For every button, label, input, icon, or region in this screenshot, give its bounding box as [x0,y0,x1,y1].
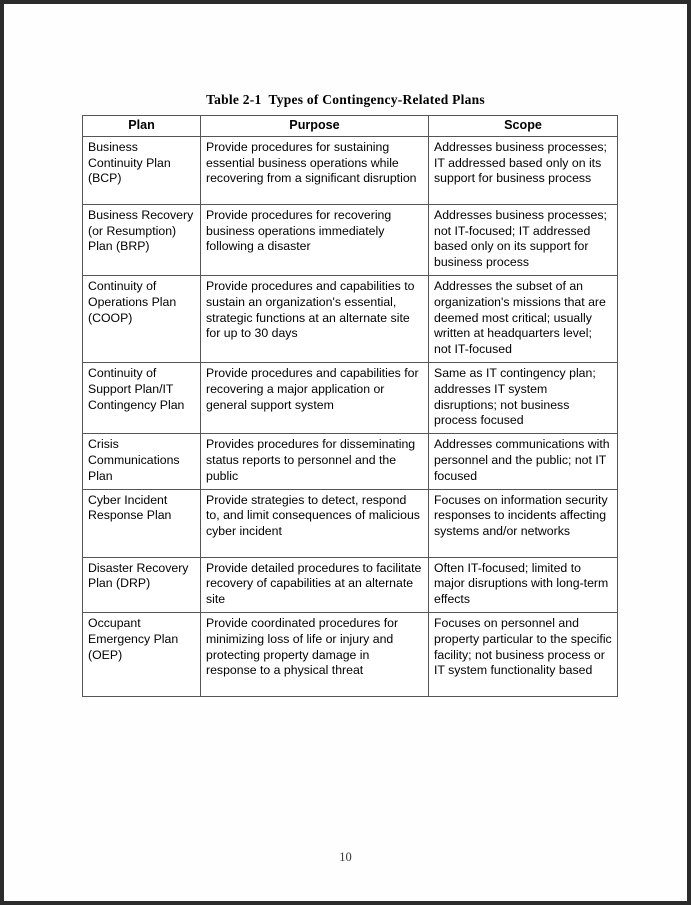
cell-purpose [201,612,429,696]
cell-purpose [201,489,429,557]
plan-scope: Same as IT contingency plan; addresses IT system disruptions; not business process focused [434,365,596,428]
table-row [83,489,618,557]
table-row [83,362,618,433]
plan-scope: Focuses on personnel and property particular to the specific facility; not business process or IT system functionality based [434,615,612,678]
cell-plan [83,204,201,275]
cell-scope [429,557,618,612]
plan-scope: Focuses on information security responses to incidents affecting systems and/or networks [434,492,608,539]
table-caption: Table 2-1 Types of Contingency-Related Plans [206,92,485,107]
cell-scope [429,362,618,433]
plan-name: Continuity of Support Plan/IT Contingency Plan [88,365,185,412]
table-row [83,136,618,204]
cell-scope [429,136,618,204]
table-header [83,116,618,137]
plan-name: Continuity of Operations Plan (COOP) [88,278,177,325]
plan-scope: Addresses communications with personnel and the public; not IT focused [434,437,610,483]
cell-plan [83,434,201,489]
cell-plan [83,136,201,204]
plan-purpose: Provides procedures for disseminating status reports to personnel and the public [206,437,416,483]
column-header-purpose: Purpose [201,116,429,137]
table-row [83,275,618,362]
plan-purpose: Provide procedures and capabilities to sustain an organization's essential, strategic functions at an alternate site for up to 30 days [206,278,415,341]
cell-purpose [201,362,429,433]
table-row [83,204,618,275]
plan-name: Occupant Emergency Plan (OEP) [88,615,179,662]
cell-plan [83,557,201,612]
contingency-plans-table [82,115,618,697]
cell-purpose [201,557,429,612]
cell-purpose [201,204,429,275]
plan-scope: Addresses business processes; IT addressed based only on its support for business process [434,139,607,186]
plan-name: Crisis Communications Plan [88,437,180,483]
column-header-scope: Scope [429,116,618,137]
plan-purpose: Provide procedures and capabilities for recovering a major application or general support system [206,365,419,412]
cell-scope [429,275,618,362]
table-row [83,557,618,612]
column-header-plan: Plan [83,116,201,137]
table-body [83,136,618,696]
table-row [83,434,618,489]
page-number: 10 [339,850,352,864]
cell-purpose [201,136,429,204]
plan-purpose: Provide procedures for sustaining essential business operations while recovering from a significant disruption [206,139,417,186]
table-row [83,612,618,696]
plan-purpose: Provide procedures for recovering business operations immediately following a disaster [206,207,392,254]
cell-scope [429,612,618,696]
plan-scope: Addresses the subset of an organization's missions that are deemed most critical; usually written at headquarters level; not IT-focused [434,278,606,357]
plan-scope: Often IT-focused; limited to major disruptions with long-term effects [434,560,609,607]
page-sheet [4,4,687,901]
cell-purpose [201,434,429,489]
cell-plan [83,362,201,433]
plan-purpose: Provide coordinated procedures for minimizing loss of life or injury and protecting property damage in response to a physical threat [206,615,399,678]
cell-scope [429,434,618,489]
plan-purpose: Provide detailed procedures to facilitate recovery of capabilities at an alternate site [206,560,422,607]
plan-name: Business Recovery (or Resumption) Plan (BRP) [88,207,194,254]
cell-plan [83,489,201,557]
plan-name: Disaster Recovery Plan (DRP) [88,560,189,591]
cell-plan [83,275,201,362]
cell-purpose [201,275,429,362]
plan-name: Business Continuity Plan (BCP) [88,139,171,186]
cell-scope [429,204,618,275]
cell-plan [83,612,201,696]
plan-purpose: Provide strategies to detect, respond to, and limit consequences of malicious cyber incident [206,492,420,539]
plan-scope: Addresses business processes; not IT-focused; IT addressed based only on its support for business process [434,207,607,270]
cell-scope [429,489,618,557]
table-header-row [83,116,618,137]
plan-name: Cyber Incident Response Plan [88,492,172,523]
